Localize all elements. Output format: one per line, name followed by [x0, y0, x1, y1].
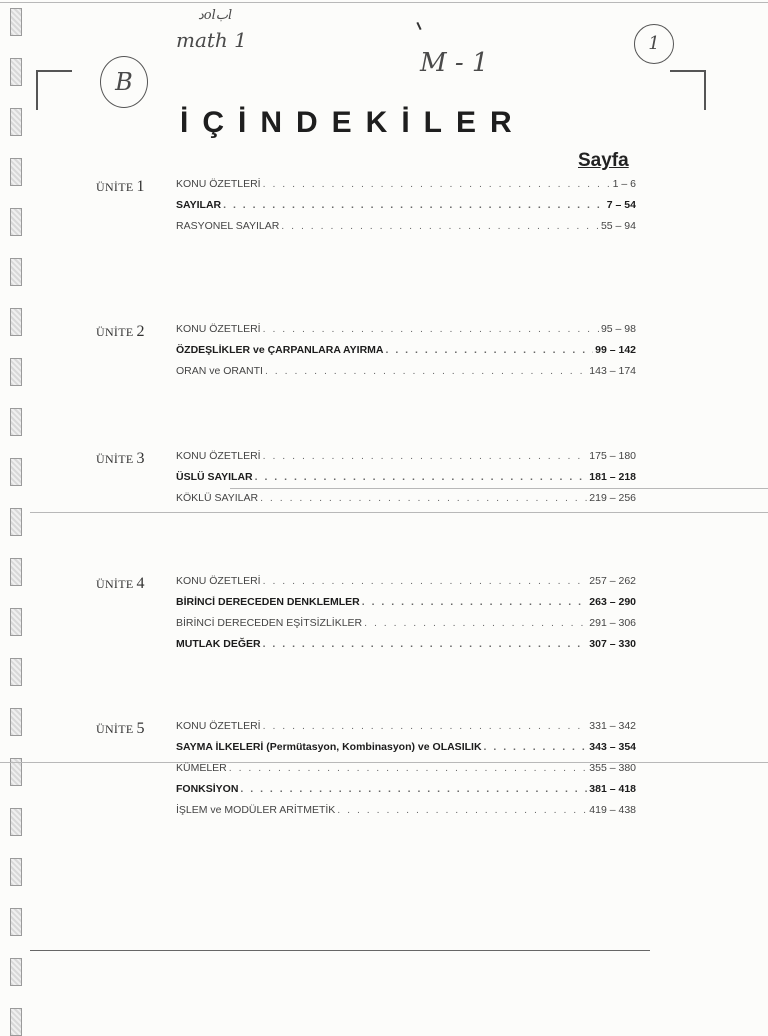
entry-title: KONU ÖZETLERİ	[176, 450, 261, 462]
dot-leader	[281, 220, 599, 232]
binding-hole	[10, 558, 22, 586]
entry-pages: 343 – 354	[589, 741, 636, 753]
entry-pages: 181 – 218	[589, 471, 636, 483]
entry-title: KONU ÖZETLERİ	[176, 323, 261, 335]
toc-entry	[176, 638, 636, 656]
dot-leader	[240, 783, 587, 795]
unit-number: 3	[136, 450, 145, 467]
toc-entry	[176, 596, 636, 614]
unit-word: ÜNİTE	[96, 722, 134, 736]
entry-pages: 307 – 330	[589, 638, 636, 650]
toc-entry	[176, 804, 636, 822]
binding-hole	[10, 908, 22, 936]
unit-number: 2	[136, 323, 145, 340]
handwritten-circled-letter: B	[100, 56, 148, 108]
entry-title: MUTLAK DEĞER	[176, 638, 261, 650]
dot-leader	[255, 471, 588, 483]
entry-pages: 55 – 94	[600, 220, 636, 232]
dot-leader	[263, 720, 588, 732]
toc-entry	[176, 450, 636, 468]
entry-title: BİRİNCİ DERECEDEN EŞİTSİZLİKLER	[176, 617, 363, 629]
entry-title: İŞLEM ve MODÜLER ARİTMETİK	[176, 804, 336, 816]
toc-entry	[176, 199, 636, 217]
entry-pages: 257 – 262	[589, 575, 636, 587]
binding-hole	[10, 308, 22, 336]
dot-leader	[265, 365, 587, 377]
toc-entry	[176, 323, 636, 341]
entry-pages: 95 – 98	[600, 323, 636, 335]
unit-label	[96, 720, 145, 738]
toc-entry	[176, 741, 636, 759]
page-column-heading: Sayfa	[578, 150, 629, 171]
toc-entry	[176, 344, 636, 362]
toc-entry	[176, 471, 636, 489]
entry-title: KONU ÖZETLERİ	[176, 178, 261, 190]
pen-mark	[416, 22, 421, 30]
dot-leader	[263, 638, 588, 650]
entry-title: ÜSLÜ SAYILAR	[176, 471, 253, 483]
binding-holes	[10, 0, 24, 1024]
dot-leader	[223, 199, 605, 211]
binding-hole	[10, 108, 22, 136]
unit-word: ÜNİTE	[96, 325, 134, 339]
binding-hole	[10, 808, 22, 836]
entry-pages: 381 – 418	[589, 783, 636, 795]
entry-pages: 175 – 180	[589, 450, 636, 462]
entry-title: FONKSİYON	[176, 783, 239, 795]
toc-entry	[176, 720, 636, 738]
dot-leader	[263, 178, 611, 190]
binding-hole	[10, 258, 22, 286]
entry-pages: 7 – 54	[606, 199, 636, 211]
binding-hole	[10, 358, 22, 386]
dot-leader	[260, 492, 587, 504]
unit-word: ÜNİTE	[96, 452, 134, 466]
handwritten-course: math 1	[176, 28, 247, 52]
binding-hole	[10, 158, 22, 186]
dot-leader	[386, 344, 594, 356]
toc-entry	[176, 492, 636, 510]
entry-title: KONU ÖZETLERİ	[176, 575, 261, 587]
entry-title: SAYMA İLKELERİ (Permütasyon, Kombinasyon) ve OLASILIK	[176, 741, 482, 753]
unit-word: ÜNİTE	[96, 180, 134, 194]
entry-pages: 219 – 256	[589, 492, 636, 504]
crop-mark	[36, 70, 72, 110]
unit-number: 5	[136, 720, 145, 737]
dot-leader	[484, 741, 588, 753]
binding-hole	[10, 58, 22, 86]
entry-pages: 143 – 174	[589, 365, 636, 377]
crop-mark	[670, 70, 706, 110]
entry-title: ORAN ve ORANTI	[176, 365, 263, 377]
handwritten-note: دolبl	[198, 8, 233, 23]
dot-leader	[364, 617, 587, 629]
toc-entry	[176, 575, 636, 593]
unit-label	[96, 450, 145, 468]
scan-line	[30, 512, 768, 513]
entry-title: KÜMELER	[176, 762, 227, 774]
toc-entry	[176, 365, 636, 383]
binding-hole	[10, 208, 22, 236]
entry-title: RASYONEL SAYILAR	[176, 220, 280, 232]
binding-hole	[10, 708, 22, 736]
toc-entry	[176, 178, 636, 196]
entry-pages: 331 – 342	[589, 720, 636, 732]
entry-title: BİRİNCİ DERECEDEN DENKLEMLER	[176, 596, 360, 608]
entry-title: KONU ÖZETLERİ	[176, 720, 261, 732]
unit-label	[96, 323, 145, 341]
binding-hole	[10, 608, 22, 636]
page-title: İÇİNDEKİLER	[180, 106, 526, 139]
dot-leader	[263, 450, 588, 462]
binding-hole	[10, 458, 22, 486]
entry-pages: 99 – 142	[595, 344, 636, 356]
unit-number: 4	[136, 575, 145, 592]
entry-title: KÖKLÜ SAYILAR	[176, 492, 259, 504]
binding-hole	[10, 408, 22, 436]
binding-hole	[10, 508, 22, 536]
binding-hole	[10, 858, 22, 886]
binding-hole	[10, 658, 22, 686]
handwritten-code: M - 1	[420, 48, 489, 78]
unit-number: 1	[136, 178, 145, 195]
toc-entry	[176, 220, 636, 238]
entry-title: ÖZDEŞLİKLER ve ÇARPANLARA AYIRMA	[176, 344, 384, 356]
dot-leader	[337, 804, 587, 816]
toc-entry	[176, 617, 636, 635]
entry-pages: 291 – 306	[589, 617, 636, 629]
binding-hole	[10, 8, 22, 36]
handwritten-circled-number: 1	[634, 24, 674, 64]
entry-pages: 263 – 290	[589, 596, 636, 608]
entry-pages: 419 – 438	[589, 804, 636, 816]
entry-title: SAYILAR	[176, 199, 222, 211]
entry-pages: 1 – 6	[612, 178, 636, 190]
binding-hole	[10, 1008, 22, 1036]
unit-word: ÜNİTE	[96, 577, 134, 591]
toc-entry	[176, 762, 636, 780]
toc-entry	[176, 783, 636, 801]
dot-leader	[362, 596, 588, 608]
scan-line	[30, 950, 650, 951]
dot-leader	[263, 575, 588, 587]
unit-label	[96, 178, 145, 196]
entry-pages: 355 – 380	[589, 762, 636, 774]
scan-line	[0, 2, 768, 3]
binding-hole	[10, 958, 22, 986]
dot-leader	[263, 323, 599, 335]
dot-leader	[229, 762, 588, 774]
unit-label	[96, 575, 145, 593]
